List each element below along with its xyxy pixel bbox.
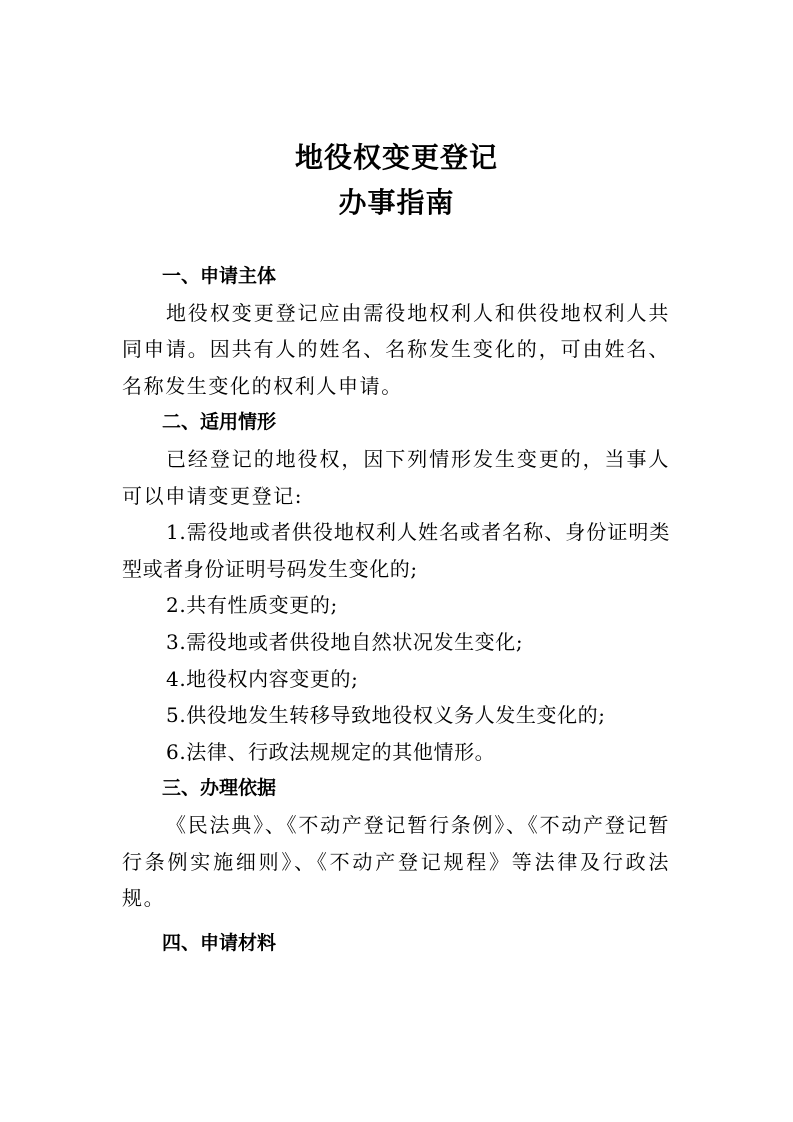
list-item-case-2: 2.共有性质变更的; [166,593,338,618]
list-item-case-4: 4.地役权内容变更的; [166,666,359,691]
list-item-case-5: 5.供役地发生转移导致地役权义务人发生变化的; [166,703,606,728]
list-item-case-3: 3.需役地或者供役地自然状况发生变化; [166,629,524,654]
paragraph-applicant: 地役权变更登记应由需役地权利人和供役地权利人共同申请。因共有人的姓名、名称发生变化的，可由姓名、名称发生变化的权利人申请。 [122,300,670,398]
section-heading-applicable-cases: 二、适用情形 [162,411,277,434]
paragraph-applicable-intro: 已经登记的地役权，因下列情形发生变更的，当事人可以申请变更登记: [122,446,670,508]
section-heading-applicant: 一、申请主体 [162,265,277,287]
paragraph-legal-basis: 《民法典》、《不动产登记暂行条例》、《不动产登记暂行条例实施细则》、《不动产登记规程》等法律及行政法规。 [122,812,670,911]
document-body [122,258,670,961]
document-title: 地役权变更登记 [294,141,498,174]
section-heading-legal-basis: 三、办理依据 [162,777,277,800]
document-subtitle: 办事指南 [338,186,455,219]
list-item-case-1: 1.需役地或者供役地权利人姓名或者名称、身份证明类型或者身份证明号码发生变化的; [122,520,670,581]
section-heading-materials: 四、申请材料 [162,931,277,954]
list-item-case-6: 6.法律、行政法规规定的其他情形。 [166,739,496,764]
